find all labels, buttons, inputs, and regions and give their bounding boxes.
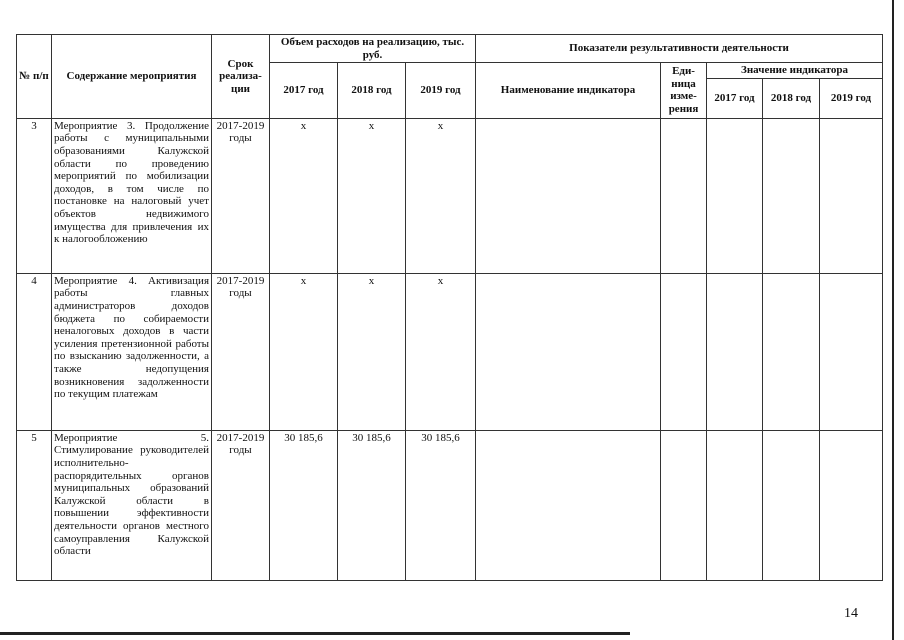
row-term: 2017-2019 годы [212,273,270,430]
row-iv-2018 [763,273,820,430]
row-iv-2017 [707,430,763,580]
row-expense-2018: х [338,118,406,273]
header-iv-2018: 2018 год [763,78,820,118]
header-num: № п/п [17,35,52,119]
bottom-edge-line [0,632,630,635]
row-iv-2017 [707,273,763,430]
row-indicator-name [476,273,661,430]
row-content: Мероприятие 3. Продолжение работы с муниципальными образованиями Калужской области по проведению мероприятий по мобилизации доходов, в том числе по постановке на налоговый учет объектов недвижимого имущества для привлечения их к налогообложению [52,118,212,273]
row-content: Мероприятие 5. Стимулирование руководителей исполнительно-распорядительных органов муниципальных образований Калужской области в повышении эффективности деятельности органов местного самоуправления Калужской области [52,430,212,580]
header-2018: 2018 год [338,63,406,119]
header-expenses: Объем расходов на реализацию, тыс. руб. [270,35,476,63]
row-content: Мероприятие 4. Активизация работы главных администраторов доходов бюджета по собираемости неналоговых доходов в части усиления претензионной работы по взысканию задолженности, а также недопущения возникновения задолженности по текущим платежам [52,273,212,430]
header-2017: 2017 год [270,63,338,119]
activities-table [16,34,883,581]
row-expense-2018: х [338,273,406,430]
right-edge-line [892,0,894,640]
header-2019: 2019 год [406,63,476,119]
table-row [17,118,883,273]
row-iv-2018 [763,430,820,580]
row-iv-2018 [763,118,820,273]
row-expense-2017: х [270,118,338,273]
row-iv-2019 [820,273,883,430]
header-term: Срок реализа-ции [212,35,270,119]
row-unit [661,430,707,580]
header-content: Содержание мероприятия [52,35,212,119]
row-expense-2017: х [270,273,338,430]
row-num: 4 [17,273,52,430]
row-iv-2019 [820,118,883,273]
row-expense-2017: 30 185,6 [270,430,338,580]
row-expense-2019: х [406,118,476,273]
header-row-1 [17,35,883,63]
row-indicator-name [476,118,661,273]
page-number: 14 [844,606,858,621]
header-indicators: Показатели результативности деятельности [476,35,883,63]
table-row [17,273,883,430]
header-indicator-value: Значение индикатора [707,63,883,79]
header-iv-2017: 2017 год [707,78,763,118]
row-iv-2017 [707,118,763,273]
row-expense-2019: 30 185,6 [406,430,476,580]
row-expense-2018: 30 185,6 [338,430,406,580]
row-term: 2017-2019 годы [212,118,270,273]
row-indicator-name [476,430,661,580]
header-iv-2019: 2019 год [820,78,883,118]
header-indicator-name: Наименование индикатора [476,63,661,119]
row-unit [661,273,707,430]
row-num: 5 [17,430,52,580]
header-unit: Еди-ница изме-рения [661,63,707,119]
row-expense-2019: х [406,273,476,430]
row-unit [661,118,707,273]
row-iv-2019 [820,430,883,580]
row-term: 2017-2019 годы [212,430,270,580]
row-num: 3 [17,118,52,273]
table-row [17,430,883,580]
